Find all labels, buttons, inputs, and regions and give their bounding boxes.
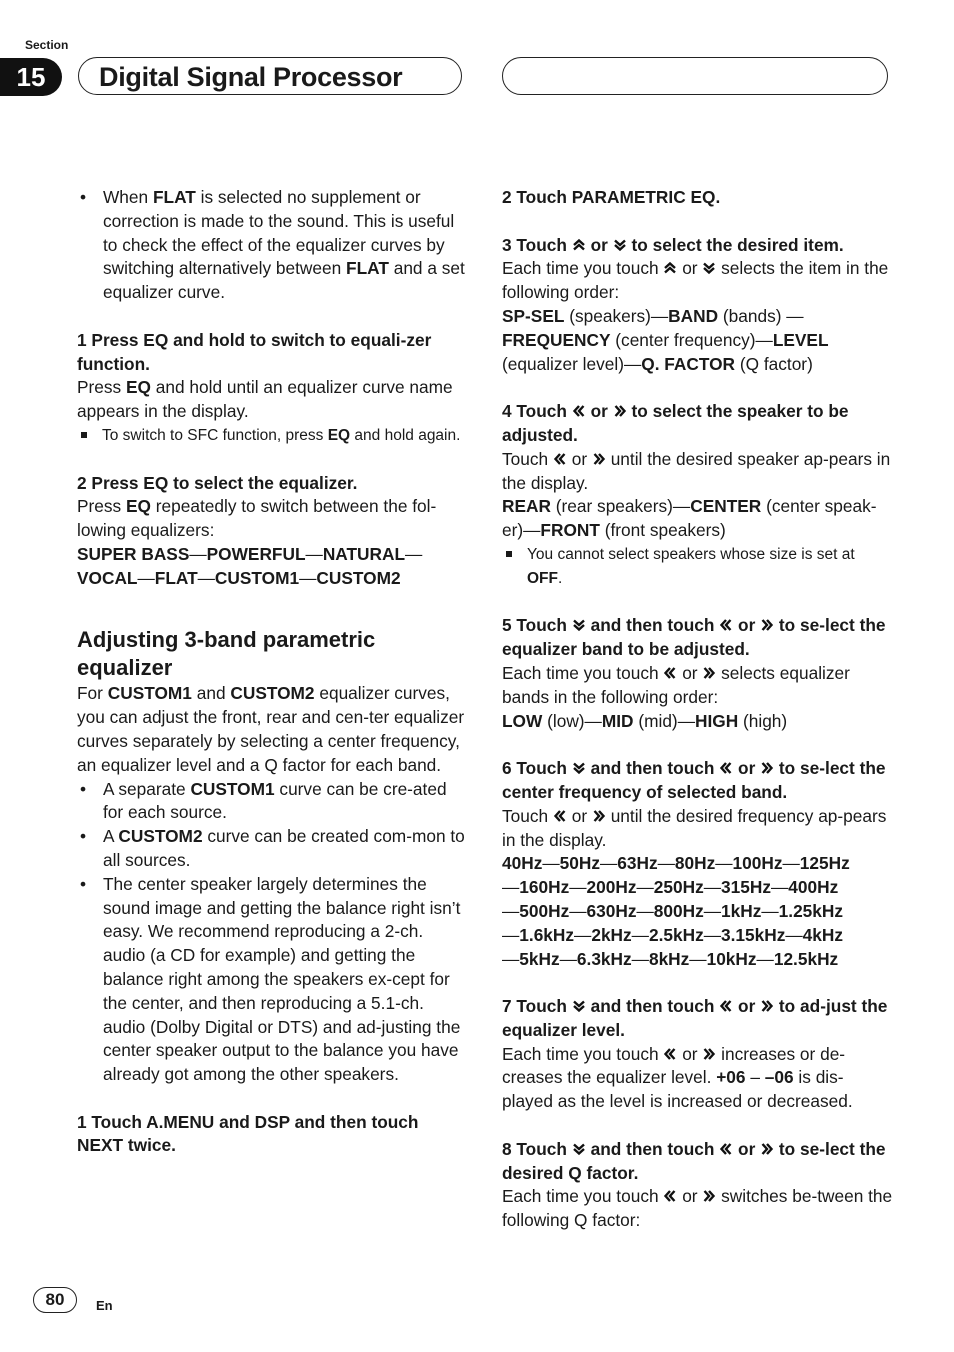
right-column xyxy=(502,186,894,1233)
step-5-body: Each time you touch or selects equalizer bands in the following order: xyxy=(502,662,850,707)
step-1-menu-title: 1 Touch A.MENU and DSP and then touch NEXT twice. xyxy=(77,1111,419,1156)
down-arrow-icon xyxy=(572,999,586,1013)
step-4-body: Touch or until the desired speaker ap-pears in the display. xyxy=(502,448,891,493)
bullet-custom2: • A CUSTOM2 curve can be created com-mon to all sources. xyxy=(77,825,465,873)
right-arrow-icon xyxy=(760,761,774,775)
step-4-title: 4 Touch or to select the speaker to be adjusted. xyxy=(502,401,849,445)
equalizer-sequence: SUPER BASS—POWERFUL—NATURAL— VOCAL—FLAT—CUSTOM1—CUSTOM2 xyxy=(77,543,423,588)
speakers-sequence: REAR (rear speakers)—CENTER (center speak-er)—FRONT (front speakers) xyxy=(502,496,877,541)
left-arrow-icon xyxy=(663,1189,677,1203)
up-arrow-icon xyxy=(663,261,677,275)
right-arrow-icon xyxy=(760,1142,774,1156)
right-arrow-icon xyxy=(592,452,606,466)
left-arrow-icon xyxy=(663,666,677,680)
right-arrow-icon xyxy=(702,1189,716,1203)
step-6-body: Touch or until the desired frequency ap-pears in the display. xyxy=(502,805,887,850)
step-2-body: Press EQ repeatedly to switch between the fol-lowing equalizers: xyxy=(77,496,437,541)
down-arrow-icon xyxy=(572,761,586,775)
page-title: Digital Signal Processor xyxy=(99,62,403,92)
left-arrow-icon xyxy=(719,1142,733,1156)
bullet-flat: • When FLAT is selected no supplement or correction is made to the sound. This is useful to check the effect of the equalizer curves by switching alternatively between FLAT and a set equalizer curve. xyxy=(77,186,465,305)
step-2-parametric-title: 2 Touch PARAMETRIC EQ. xyxy=(502,187,721,207)
step-1-title: 1 Press EQ and hold to switch to equali-zer function. xyxy=(77,329,432,374)
left-arrow-icon xyxy=(719,999,733,1013)
down-arrow-icon xyxy=(572,1142,586,1156)
left-arrow-icon xyxy=(553,809,567,823)
down-arrow-icon xyxy=(572,618,586,632)
step-7-title: 7 Touch and then touch or to ad-just the equalizer level. xyxy=(502,996,888,1040)
left-arrow-icon xyxy=(663,1047,677,1061)
page-number: 80 xyxy=(33,1287,77,1313)
left-arrow-icon xyxy=(719,761,733,775)
bands-sequence: LOW (low)—MID (mid)—HIGH (high) xyxy=(502,710,788,731)
bullet-center-speaker: • The center speaker largely determines the sound image and getting the balance right isn’t easy. We recommend reproducing a 2-ch. audio (a CD for example) and getting the balance right among the speakers ex-cept for the center, and then reproducing a 5.1-ch. audio (Dolby Digital or DTS) and ad-justing the center speaker output to the balance you have already got among the other speakers. xyxy=(77,873,465,1087)
right-arrow-icon xyxy=(702,666,716,680)
items-sequence: SP-SEL (speakers)—BAND (bands) —FREQUENCY (center frequency)—LEVEL (equalizer level)—Q. FACTOR (Q factor) xyxy=(502,305,829,374)
note-square-icon xyxy=(81,432,87,438)
right-arrow-icon xyxy=(702,1047,716,1061)
intro-paragraph: For CUSTOM1 and CUSTOM2 equalizer curves, you can adjust the front, rear and cen-ter equalizer curves separately by selecting a center frequency, an equalizer level and a Q factor for each band. xyxy=(77,683,465,775)
section-number-badge: 15 xyxy=(0,58,62,96)
right-arrow-icon xyxy=(613,404,627,418)
step-7-body: Each time you touch or increases or de-creases the equalizer level. +06 – –06 is dis-played as the level is increased or decreased. xyxy=(502,1043,853,1112)
right-arrow-icon xyxy=(592,809,606,823)
left-arrow-icon xyxy=(719,618,733,632)
step-3-body: Each time you touch or selects the item in the following order: xyxy=(502,258,889,303)
left-column xyxy=(77,186,465,1158)
right-header-box xyxy=(502,57,888,95)
up-arrow-icon xyxy=(572,238,586,252)
frequency-sequence: 40Hz—50Hz—63Hz—80Hz—100Hz—125Hz —160Hz—200Hz—250Hz—315Hz—400Hz —500Hz—630Hz—800Hz—1kHz—1.25kHz —1.6kHz—2kHz—2.5kHz—3.15kHz—4kHz —5kHz—6.3kHz—8kHz—10kHz—12.5kHz xyxy=(502,853,850,969)
step-2-title: 2 Press EQ to select the equalizer. xyxy=(77,472,358,493)
step-6-title: 6 Touch and then touch or to se-lect the center frequency of selected band. xyxy=(502,758,886,802)
bullet-custom1: • A separate CUSTOM1 curve can be cre-ated for each source. xyxy=(77,778,465,826)
title-box xyxy=(78,57,462,95)
section-label: Section xyxy=(25,38,69,52)
step-5-title: 5 Touch and then touch or to se-lect the equalizer band to be adjusted. xyxy=(502,615,886,660)
step-8-title: 8 Touch and then touch or to se-lect the desired Q factor. xyxy=(502,1138,886,1183)
left-arrow-icon xyxy=(553,452,567,466)
down-arrow-icon xyxy=(613,238,627,252)
right-arrow-icon xyxy=(760,999,774,1013)
step-1-body: Press EQ and hold until an equalizer curve name appears in the display. xyxy=(77,377,453,422)
step-8-body: Each time you touch or switches be-tween the following Q factor: xyxy=(502,1186,893,1231)
step-4-note: You cannot select speakers whose size is set at OFF. xyxy=(502,543,894,591)
note-square-icon xyxy=(506,551,512,557)
section-heading: Adjusting 3-band parametric equalizer xyxy=(77,627,376,681)
right-arrow-icon xyxy=(760,618,774,632)
down-arrow-icon xyxy=(702,261,716,275)
step-1-note: To switch to SFC function, press EQ and hold again. xyxy=(77,424,465,448)
left-arrow-icon xyxy=(572,404,586,418)
step-3-title: 3 Touch or to select the desired item. xyxy=(502,234,844,255)
language-label: En xyxy=(96,1298,113,1313)
